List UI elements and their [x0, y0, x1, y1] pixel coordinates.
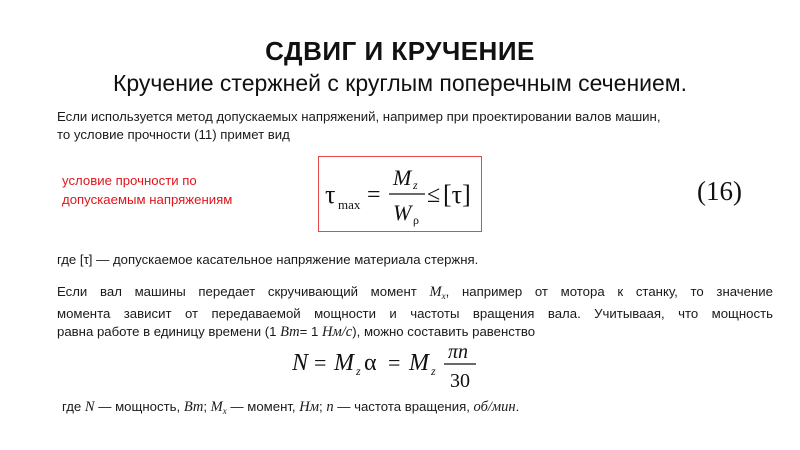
legend-g: .: [515, 399, 520, 414]
legend-d: — момент,: [226, 399, 300, 414]
intro-line-2: то условие прочности (11) примет вид: [57, 127, 290, 142]
moment-subscript: z: [413, 178, 418, 192]
equation-number: (16): [697, 176, 742, 206]
intro-line-1: Если используется метод допускаемых напряжений, например при проектировании валов машин,: [57, 109, 661, 124]
unit-watt: Вт: [280, 324, 300, 340]
moment-subscript-1: z: [356, 364, 361, 378]
legend-n-symbol: N: [84, 399, 95, 415]
equals-sign: =: [367, 182, 381, 208]
thirty-denominator: 30: [450, 370, 470, 392]
legend-nm: Нм: [299, 399, 319, 415]
strength-condition-note: [62, 171, 302, 209]
note-line-2: допускаемым напряжениям: [62, 192, 233, 207]
leq-sign: ≤: [427, 182, 441, 208]
shaft-line-3-a: равна работе в единицу времени (1: [57, 324, 281, 339]
equals-sign-2: =: [388, 350, 401, 375]
pi-n-numerator: πn: [448, 341, 469, 363]
unit-nm-per-s: Нм/с: [322, 324, 353, 340]
moment-symbol: M: [393, 165, 412, 190]
shaft-line-3-c: ), можно составить равенство: [352, 324, 536, 339]
shaft-paragraph: [57, 283, 773, 341]
slide-title: СДВИГ И КРУЧЕНИЕ: [265, 36, 535, 66]
equals-sign-1: =: [314, 350, 327, 375]
power-formula: [292, 336, 492, 394]
section-modulus-symbol: W: [393, 200, 412, 225]
alpha-symbol: α: [364, 350, 377, 376]
intro-paragraph: [57, 108, 777, 144]
moment-symbol-2: M: [409, 350, 429, 376]
tau-subscript: max: [338, 197, 361, 212]
tau-symbol: τ: [325, 180, 336, 209]
where-tau-text: где [τ] — допускаемое касательное напряжение материала стержня.: [57, 252, 479, 267]
legend-watt: Вт: [183, 399, 204, 415]
legend-rpm-unit: об/мин: [473, 399, 516, 415]
legend-m-subscript: x: [222, 406, 227, 416]
moment-subscript-2: z: [431, 364, 436, 378]
legend-c: ;: [203, 399, 211, 414]
moment-symbol-1: M: [334, 350, 354, 376]
legend-b: — мощность,: [94, 399, 184, 414]
shaft-line-1-a: Если вал машины передает скручивающий момент: [57, 284, 430, 299]
shaft-line-1-b: , например от мотора к станку, то значение: [445, 284, 773, 299]
allowable-stress: [τ]: [443, 180, 471, 209]
shaft-line-3-b: = 1: [299, 324, 323, 339]
shaft-line-2: момента зависит от передаваемой мощности и частоты вращения вала. Учитываая, что мощность: [57, 306, 773, 321]
note-line-1: условие прочности по: [62, 173, 197, 188]
section-modulus-subscript: ρ: [413, 213, 419, 227]
legend-m-symbol: M: [210, 399, 223, 415]
legend-a: где: [62, 399, 85, 414]
legend-line: [62, 398, 762, 420]
torque-symbol: M: [429, 284, 442, 300]
power-symbol: N: [292, 350, 309, 376]
strength-condition-formula: [318, 156, 482, 232]
slide-subtitle: Кручение стержней с круглым поперечным сечением.: [112, 70, 687, 96]
legend-rpm-symbol: n: [326, 399, 334, 415]
torque-subscript: x: [441, 291, 446, 301]
shaft-line-1: [57, 283, 773, 305]
legend-f: — частота вращения,: [333, 399, 474, 414]
legend-e: ;: [319, 399, 327, 414]
